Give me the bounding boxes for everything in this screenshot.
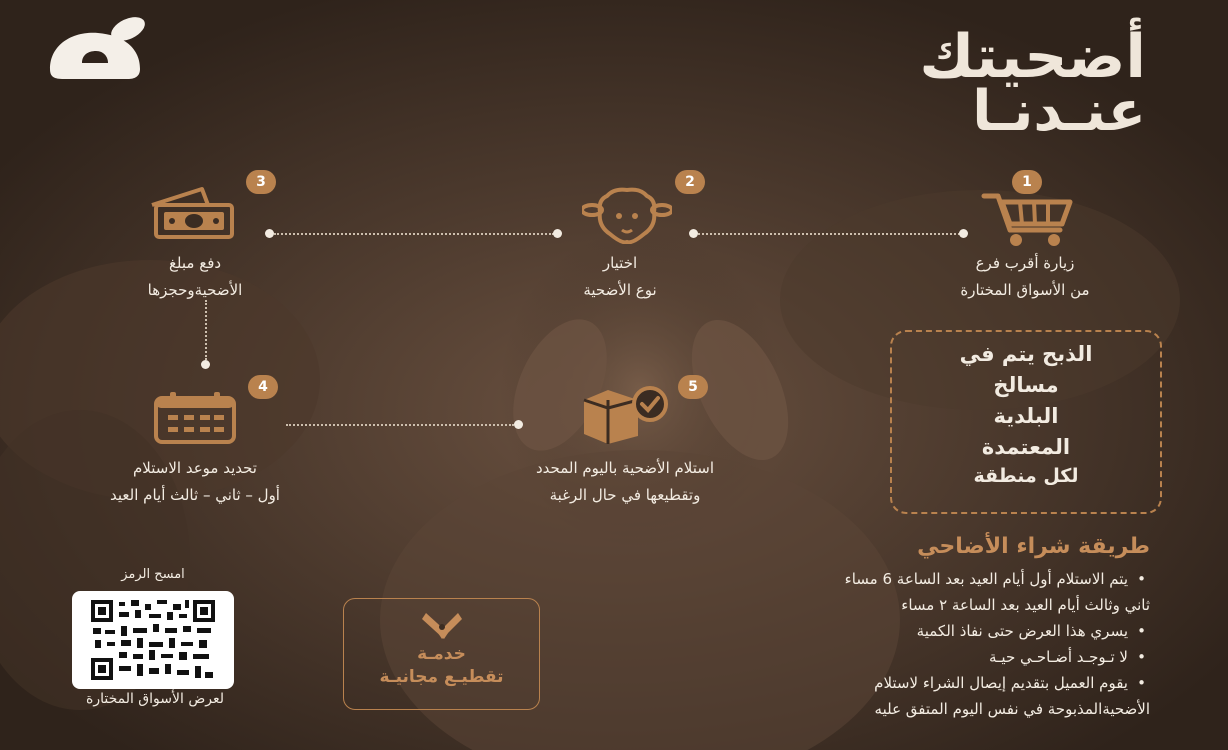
list-item: • يقوم العميل بتقديم إيصال الشراء لاستلام (874, 674, 1146, 692)
slaughter-info-box (890, 330, 1162, 514)
slaughter-line5: لكل منطقة (973, 465, 1079, 487)
shopping-cart-icon (980, 190, 1076, 248)
list-item: ثاني وثالث أيام العيد بعد الساعة ٢ مساء (901, 596, 1150, 614)
calendar-icon (152, 390, 238, 446)
connector-line (698, 233, 960, 235)
connector-dot (959, 229, 968, 238)
connector-dot (553, 229, 562, 238)
step-3-line1: دفع مبلغ (168, 254, 222, 272)
connector-dot (201, 360, 210, 369)
connector-line (286, 424, 514, 426)
step-4-number: 4 (248, 375, 278, 399)
qr-bottom-label: لعرض الأسواق المختارة (85, 691, 225, 707)
connector-dot (265, 229, 274, 238)
list-item: • لا تـوجـد أضـاحـي حيـة (989, 648, 1146, 666)
step-3-number: 3 (246, 170, 276, 194)
step-1-number: 1 (1012, 170, 1042, 194)
step-3-line2: الأضحيةوحجزها (147, 281, 243, 299)
sheep-icon (582, 186, 672, 244)
connector-dot (514, 420, 523, 429)
box-check-icon (578, 386, 676, 444)
money-icon (146, 185, 238, 241)
connector-dot (689, 229, 698, 238)
step-5-line2: وتقطيعها في حال الرغبة (549, 486, 701, 504)
free-service-line1: خدمـة (417, 644, 466, 664)
list-item: • يتم الاستلام أول أيام العيد بعد الساعة 6 مساء (844, 570, 1146, 588)
slaughter-line4: المعتمدة (981, 435, 1071, 459)
step-4-line2: أول – ثاني – ثالث أيام العيد (110, 486, 280, 504)
howto-list (550, 566, 1150, 722)
howto-title: طريقة شراء الأضاحي (917, 534, 1150, 559)
qr-code-icon[interactable] (91, 600, 215, 680)
list-item: الأضحيةالمذبوحة في نفس اليوم المتفق عليه (874, 700, 1150, 718)
connector-line (205, 300, 207, 360)
free-service-line2: تقطيـع مجانيـة (379, 667, 504, 687)
qr-top-label: امسح الرمز (121, 567, 185, 582)
slaughter-line3: البلدية (993, 404, 1059, 428)
slaughter-line2: مسالخ (993, 373, 1059, 397)
title-line2: عنـدنـا (972, 79, 1146, 144)
slaughter-line1: الذبح يتم في (959, 342, 1093, 366)
step-5-number: 5 (678, 375, 708, 399)
cleaver-icon (420, 609, 464, 645)
step-2-line2: نوع الأضحية (583, 281, 657, 299)
step-2-number: 2 (675, 170, 705, 194)
step-4-line1: تحديد موعد الاستلام (133, 459, 257, 477)
list-item: • يسري هذا العرض حتى نفاذ الكمية (916, 622, 1146, 640)
step-1-line1: زيارة أقرب فرع (975, 254, 1075, 272)
step-1-line2: من الأسواق المختارة (960, 281, 1090, 299)
step-5-line1: استلام الأضحية باليوم المحدد (535, 459, 715, 477)
qr-card[interactable] (72, 591, 234, 689)
title-line1: أضحيتك (919, 22, 1146, 92)
connector-line (274, 233, 554, 235)
step-2-line1: اختيار (602, 254, 638, 272)
free-cutting-service-box (343, 598, 540, 710)
